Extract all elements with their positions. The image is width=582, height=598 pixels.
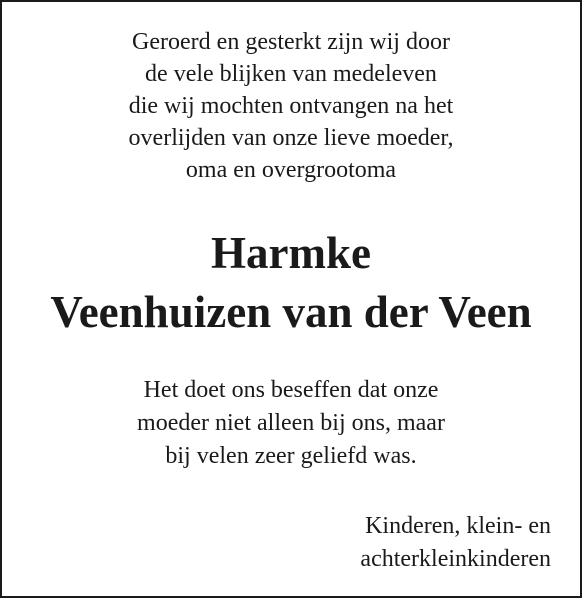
message-text: [2, 374, 580, 473]
signature-line: Kinderen, klein- en: [365, 513, 551, 539]
intro-line: de vele blijken van medeleven: [145, 61, 437, 87]
intro-line: overlijden van onze lieve moeder,: [128, 125, 454, 151]
intro-line: Geroerd en gesterkt zijn wij door: [132, 29, 450, 55]
message-line: Het doet ons beseffen dat onze: [143, 377, 439, 403]
intro-text: [2, 26, 580, 186]
deceased-first-name: Harmke: [211, 228, 371, 278]
deceased-surname: Veenhuizen van der Veen: [50, 287, 532, 337]
signature-line: achterkleinkinderen: [360, 546, 551, 572]
intro-line: die wij mochten ontvangen na het: [128, 93, 454, 119]
message-line: bij velen zeer geliefd was.: [165, 443, 417, 469]
intro-line: oma en overgrootoma: [185, 157, 397, 183]
deceased-name: [2, 224, 580, 342]
message-line: moeder niet alleen bij ons, maar: [137, 410, 445, 436]
signature: [360, 510, 551, 576]
